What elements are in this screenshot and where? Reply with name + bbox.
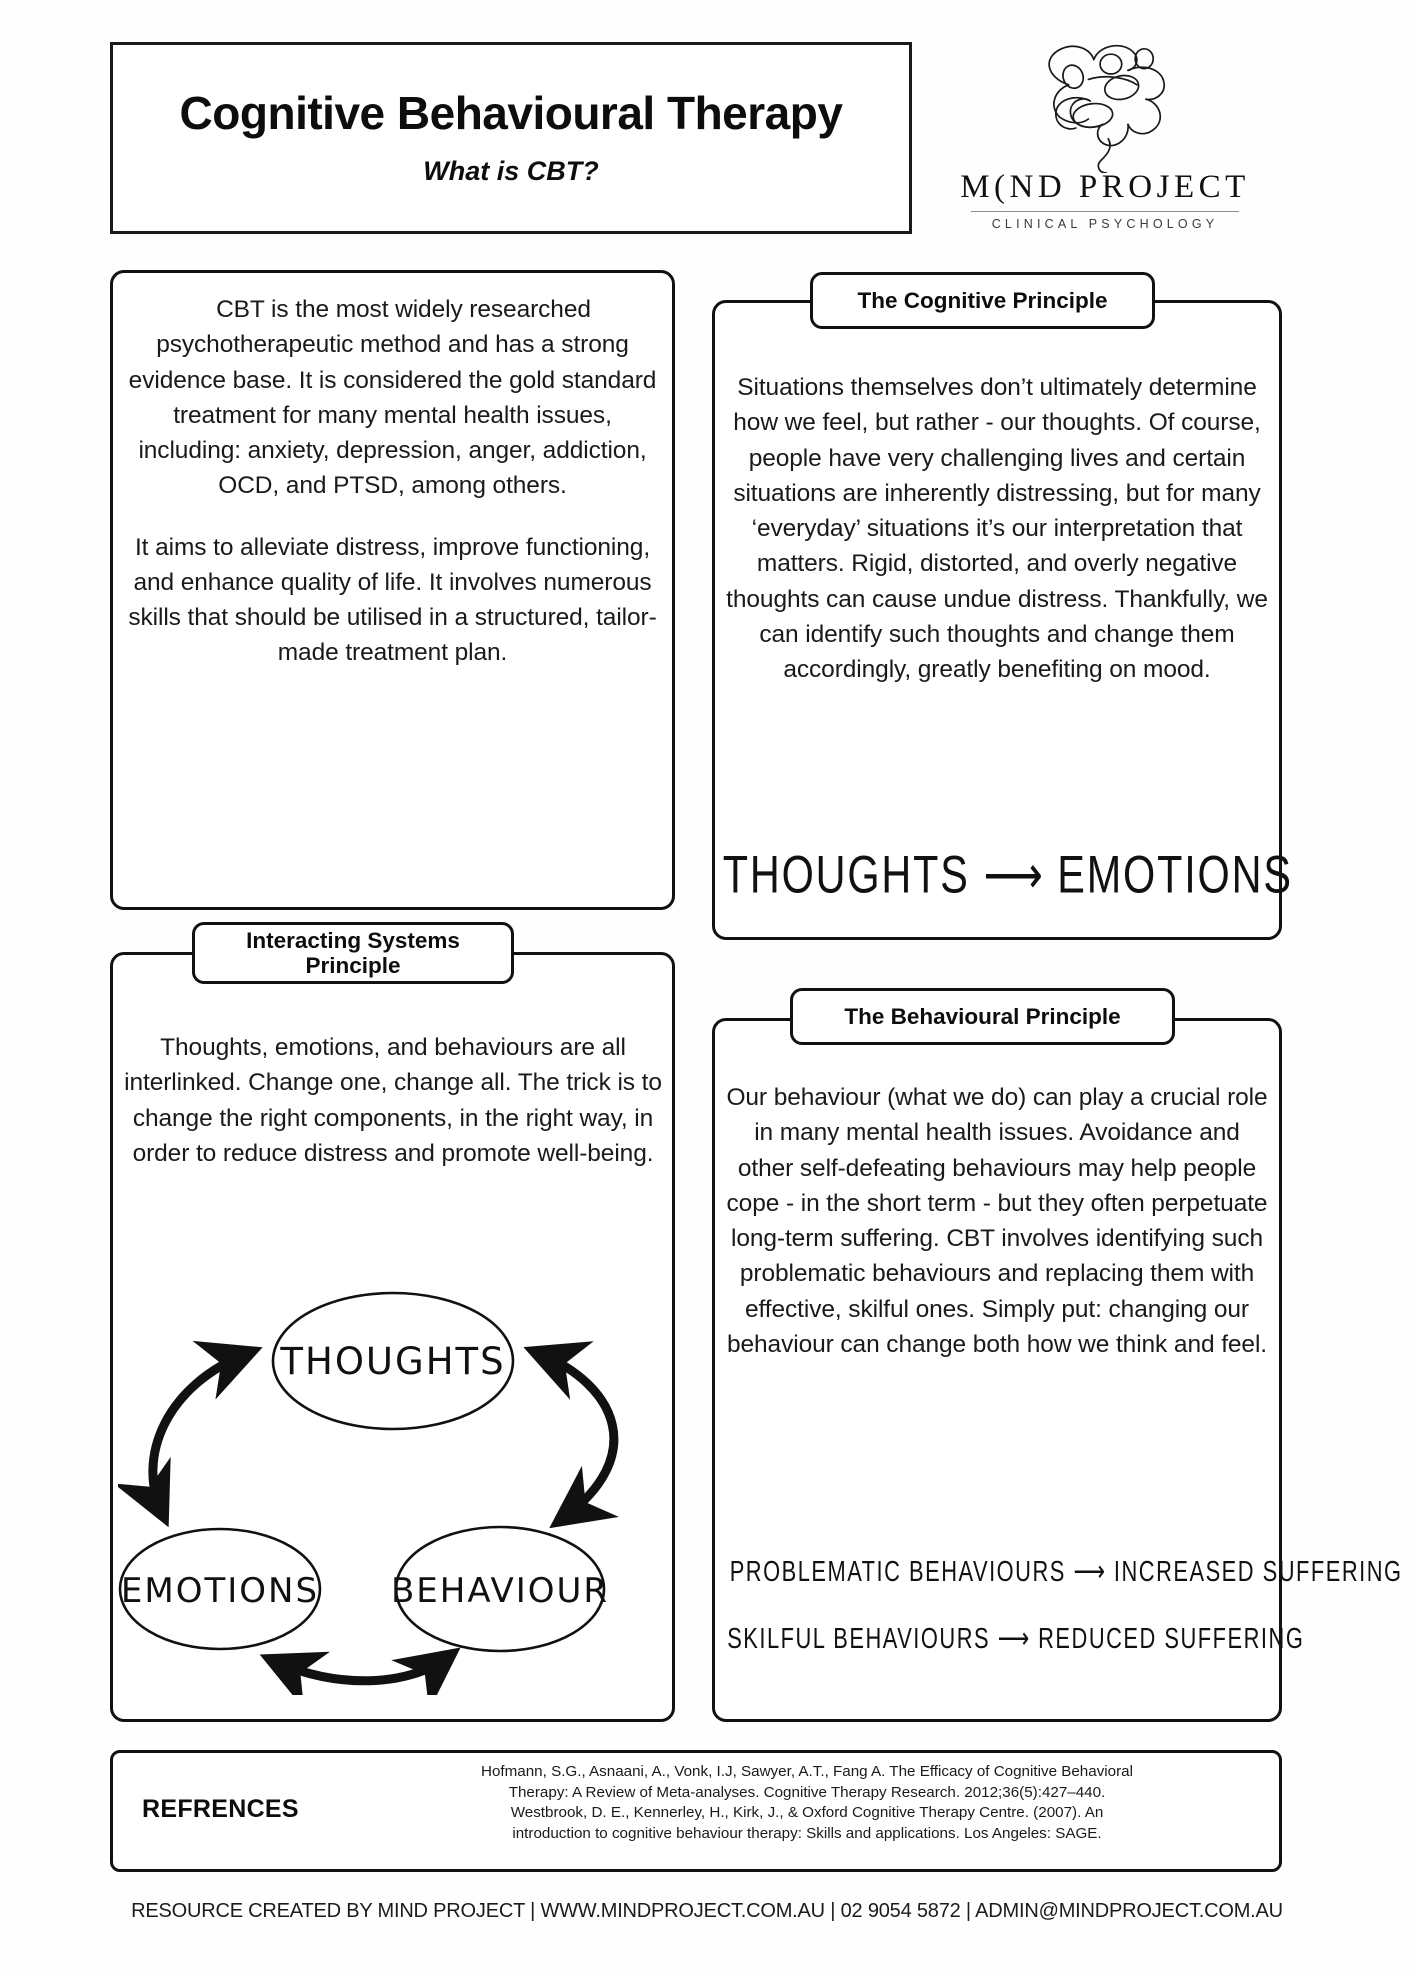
- behaviour-paragraph: Our behaviour (what we do) can play a crucial role in many mental health issues. Avoidance and other self-defeating behaviours may help people cope - in the short term - but they often perpetuate long-term suffering. CBT involves identifying such problematic behaviours and replacing them with effective, skilful ones. Simply put: changing our behaviour can change both how we think and feel.: [726, 1084, 1268, 1358]
- cognitive-principle-label: The Cognitive Principle: [810, 272, 1155, 329]
- intro-paragraph-1: CBT is the most widely researched psychotherapeutic method and has a strong evidence base. It is considered the gold standard treatment for many mental health issues, including: anxiety, depression, anger, addiction, OCD, and PTSD, among others.: [128, 296, 657, 500]
- intro-text: [126, 292, 659, 671]
- logo-tagline: CLINICAL PSYCHOLOGY: [991, 217, 1219, 231]
- page-subtitle: What is CBT?: [423, 155, 599, 186]
- diagram-arrow-emotions-thoughts: [153, 1353, 248, 1513]
- cognitive-handwritten-formula: [712, 844, 1293, 905]
- diagram-label-behaviour: BEHAVIOUR: [390, 1571, 610, 1611]
- references-list: [352, 1762, 1262, 1845]
- diagram-arrow-emotions-behaviour: [274, 1657, 448, 1681]
- systems-paragraph: Thoughts, emotions, and behaviours are all interlinked. Change one, change all. The trick is to change the right components, in the right way, in order to reduce distress and promote well-being.: [124, 1034, 662, 1167]
- logo-divider: [971, 211, 1239, 212]
- references-title: REFRENCES: [142, 1795, 299, 1823]
- behaviour-hand-text-1: PROBLEMATIC BEHAVIOURS ⟶ INCREASED SUFFERING: [729, 1554, 1403, 1588]
- reference-line: Westbrook, D. E., Kennerley, H., Kirk, J., & Oxford Cognitive Therapy Centre. (2007). An: [510, 1804, 1104, 1822]
- cognitive-hand-arrow-icon: ⟶: [983, 844, 1045, 905]
- reference-line: Therapy: A Review of Meta-analyses. Cognitive Therapy Research. 2012;36(5):427–440.: [508, 1783, 1106, 1801]
- page-title: Cognitive Behavioural Therapy: [179, 87, 843, 140]
- reference-line: Hofmann, S.G., Asnaani, A., Vonk, I.J, Sawyer, A.T., Fang A. The Efficacy of Cognitive Behavioral: [481, 1763, 1133, 1780]
- brand-logo: [930, 38, 1280, 243]
- systems-label-line-2: Principle: [305, 953, 401, 978]
- systems-label-line-1: Interacting Systems: [246, 927, 460, 953]
- behaviour-hand-text-2: SKILFUL BEHAVIOURS ⟶ REDUCED SUFFERING: [727, 1621, 1305, 1655]
- diagram-arrow-thoughts-behaviour: [538, 1353, 614, 1519]
- diagram-label-emotions: EMOTIONS: [120, 1571, 320, 1611]
- cognitive-hand-left: THOUGHTS: [722, 844, 970, 905]
- intro-paragraph-2: It aims to alleviate distress, improve functioning, and enhance quality of life. It involves numerous skills that should be utilised in a structured, tailor-made treatment plan.: [128, 533, 657, 667]
- cognitive-paragraph: Situations themselves don’t ultimately determine how we feel, but rather - our thoughts. Of course, people have very challenging lives and certain situations are inherently distressing, but for many ‘everyday’ situations it’s our interpretation that matters. Rigid, distorted, and overly negative thoughts can cause undue distress. Thankfully, we can identify such thoughts and change them accordingly, greatly benefiting on mood.: [726, 374, 1268, 684]
- cognitive-hand-right: EMOTIONS: [1057, 844, 1293, 905]
- systems-text: [124, 1030, 662, 1171]
- behavioural-principle-label: The Behavioural Principle: [790, 988, 1175, 1045]
- interacting-systems-label: [192, 922, 514, 984]
- behaviour-text: [726, 1080, 1268, 1362]
- header-title-box: [110, 42, 912, 234]
- reference-line: introduction to cognitive behaviour therapy: Skills and applications. Los Angeles: SAGE.: [512, 1825, 1102, 1843]
- footer-contact: RESOURCE CREATED BY MIND PROJECT | WWW.MINDPROJECT.COM.AU | 02 9054 5872 | ADMIN@MINDPROJECT.COM.AU: [131, 1900, 1283, 1922]
- logo-wordmark: M(ND PROJECT: [960, 169, 1250, 205]
- behaviour-handwritten-line-2: [712, 1621, 1305, 1655]
- diagram-label-thoughts: THOUGHTS: [280, 1340, 506, 1383]
- brain-scribble-icon: [1018, 38, 1193, 173]
- behaviour-handwritten-line-1: [712, 1554, 1403, 1588]
- cognitive-text: [726, 370, 1268, 687]
- interacting-systems-diagram: [118, 1275, 668, 1695]
